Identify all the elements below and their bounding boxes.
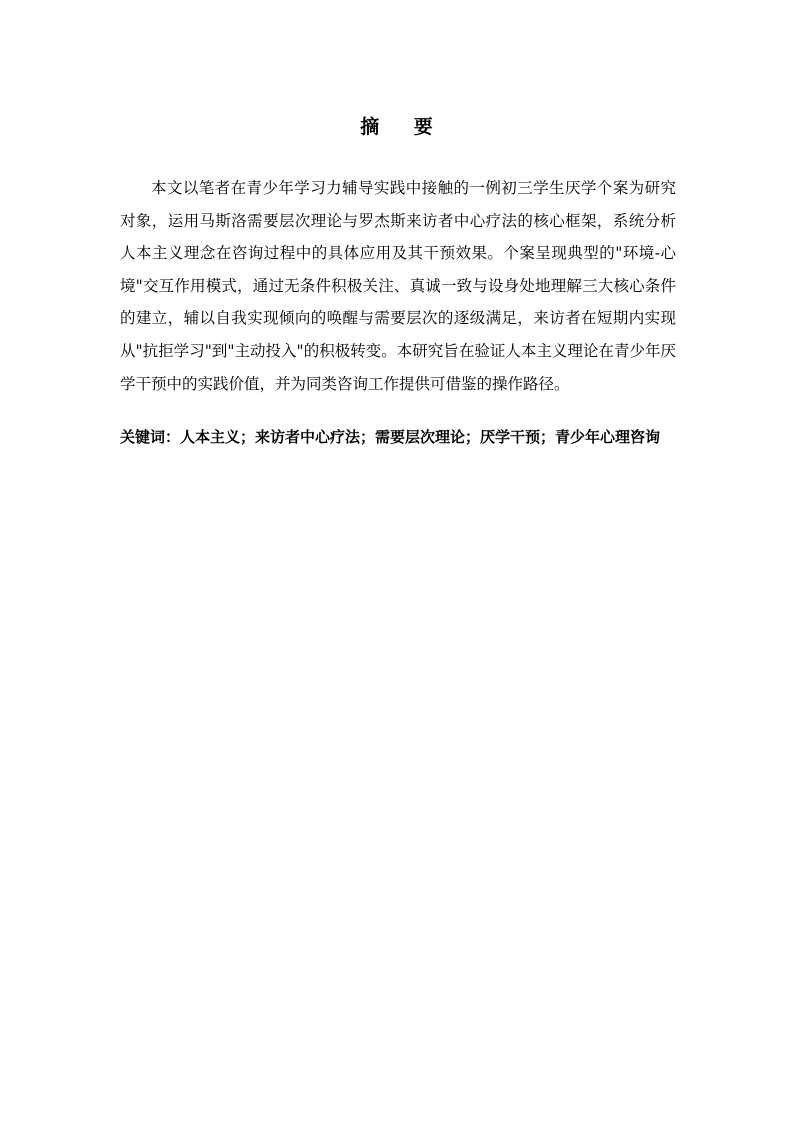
page-title: 摘 要 [360,116,447,138]
keywords-text: 人本主义；来访者中心疗法；需要层次理论；厌学干预；青少年心理咨询 [180,428,661,446]
abstract-paragraph: 本文以笔者在青少年学习力辅导实践中接触的一例初三学生厌学个案为研究对象，运用马斯洛需要层次理论与罗杰斯来访者中心疗法的核心框架，系统分析人本主义理念在咨询过程中的具体应用及其干预效果。个案呈现典型的"环境-心境"交互作用模式，通过无条件积极关注、真诚一致与设身处地理解三大核心条件的建立，辅以自我实现倾向的唤醒与需要层次的逐级满足，来访者在短期内实现从"抗拒学习"到"主动投入"的积极转变。本研究旨在验证人本主义理论在青少年厌学干预中的实践价值，并为同类咨询工作提供可借鉴的操作路径。 [120,179,676,393]
keywords-label: 关键词： [120,428,181,446]
keywords-line [120,423,676,452]
